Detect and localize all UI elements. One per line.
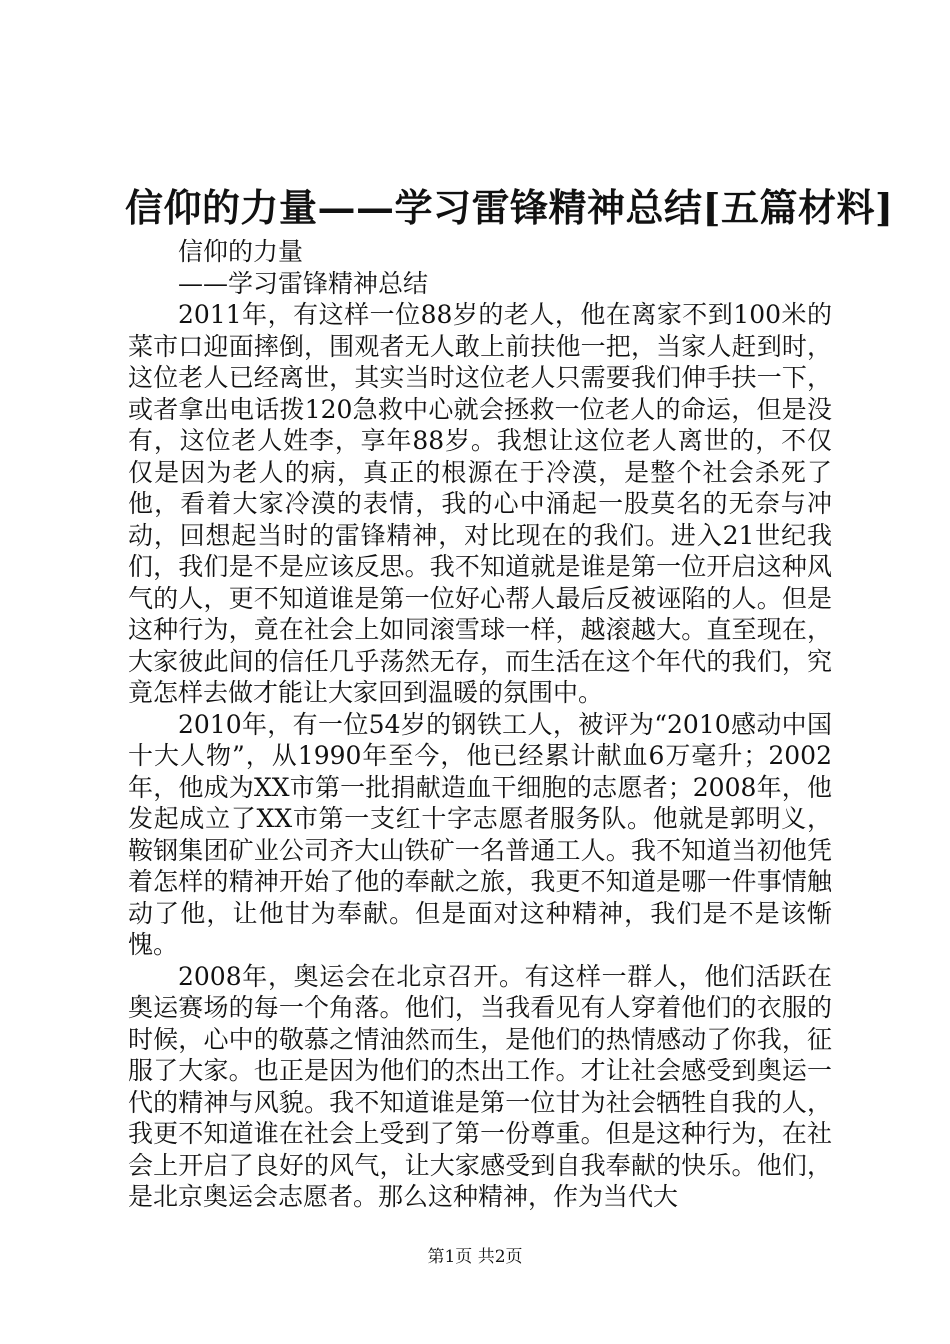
paragraph-3: 2008年，奥运会在北京召开。有这样一群人，他们活跃在奥运赛场的每一个角落。他们，当我看见有人穿着他们的衣服的时候，心中的敬慕之情油然而生，是他们的热情感动了你我，征服了大家。也正是因为他们的杰出工作。才让社会感受到奥运一代的精神与风貌。我不知道谁是第一位甘为社会牺牲自我的人，我更不知道谁在社会上受到了第一份尊重。但是这种行为，在社会上开启了良好的风气，让大家感受到自我奉献的快乐。他们，是北京奥运会志愿者。那么这种精神，作为当代大 (128, 961, 832, 1211)
subtitle-line-2: ——学习雷锋精神总结 (178, 268, 429, 298)
subtitle-line-1: 信仰的力量 (178, 237, 304, 266)
paragraph-1: 2011年，有这样一位88岁的老人，他在离家不到100米的菜市口迎面摔倒，围观者无人敢上前扶他一把，当家人赶到时，这位老人已经离世，其实当时这位老人只需要我们伸手扶一下，或者拿出电话拨120急救中心就会拯救一位老人的命运，但是没有，这位老人姓李，享年88岁。我想让这位老人离世的，不仅仅是因为老人的病，真正的根源在于冷漠，是整个社会杀死了他，看着大家冷漠的表情，我的心中涌起一股莫名的无奈与冲动，回想起当时的雷锋精神，对比现在的我们。进入21世纪我们，我们是不是应该反思。我不知道就是谁是第一位开启这种风气的人，更不知道谁是第一位好心帮人最后反被诬陷的人。但是这种行为，竟在社会上如同滚雪球一样，越滚越大。直至现在，大家彼此间的信任几乎荡然无存，而生活在这个年代的我们，究竟怎样去做才能让大家回到温暖的氛围中。 (128, 300, 832, 707)
document-title: 信仰的力量——学习雷锋精神总结[五篇材料] (125, 185, 894, 230)
paragraph-2: 2010年，有一位54岁的钢铁工人，被评为“2010感动中国十大人物”，从1990年至今，他已经累计献血6万毫升；2002年，他成为XX市第一批捐献造血干细胞的志愿者；2008年，他发起成立了XX市第一支红十字志愿者服务队。他就是郭明义，鞍钢集团矿业公司齐大山铁矿一名普通工人。我不知道当初他凭着怎样的精神开始了他的奉献之旅，我更不知道是哪一件事情触动了他，让他甘为奉献。但是面对这种精神，我们是不是该惭愧。 (128, 709, 832, 959)
page-footer: 第1页 共2页 (427, 1247, 523, 1267)
document-body (128, 236, 832, 1213)
